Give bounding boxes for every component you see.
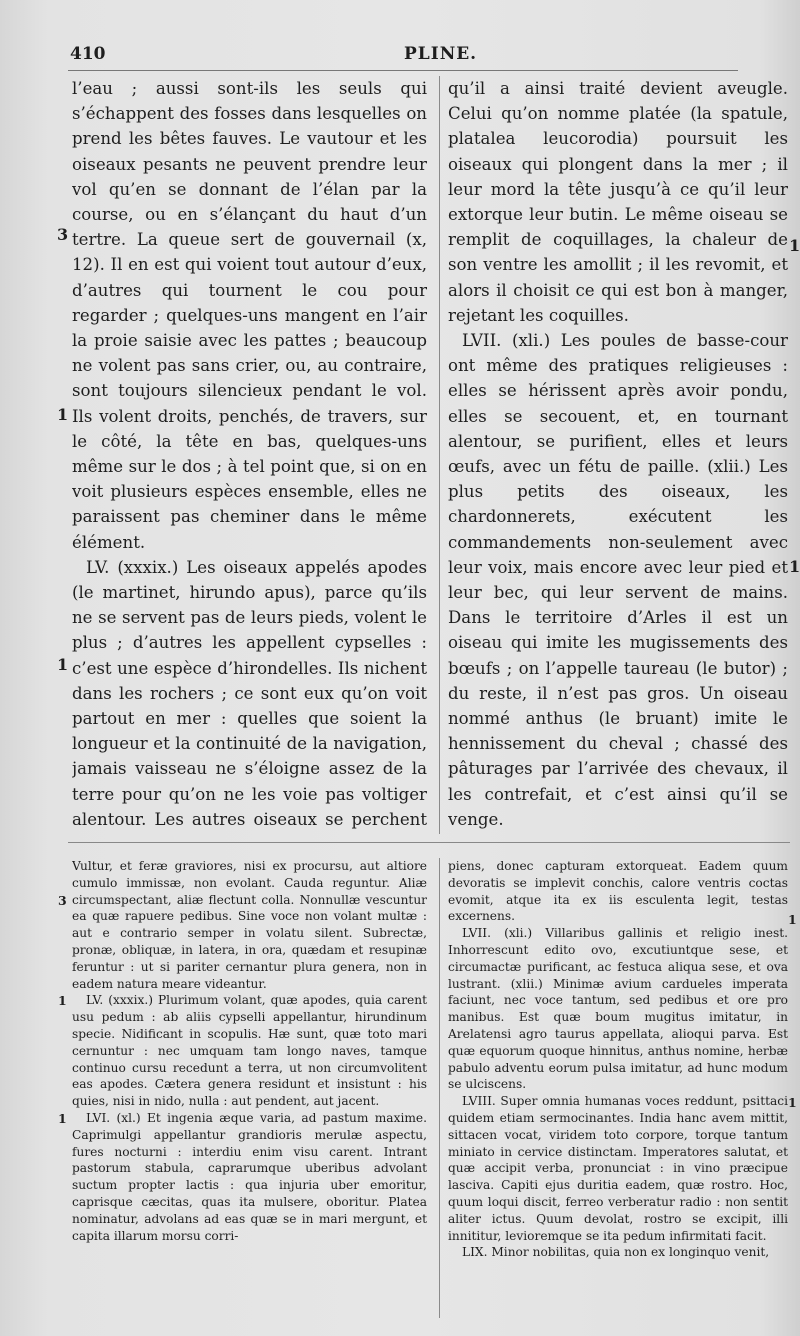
latin-paragraph: Vultur, et feræ graviores, nisi ex procursu, aut altiore cumulo immissæ, non evolant. Cauda reguntur. Aliæ circumspectant, aliæ flectunt colla. Nonnullæ vescuntur ea quæ rapuere pedibus. Sine voce non volant multæ : aut e contrario semper in volatu silent. Subrectæ, pronæ, obliquæ, in latera, in ora, quædam et resupinæ feruntur : ut si pariter cernantur plura genera, non in eadem natura meare videantur. bbox=[72, 859, 427, 991]
french-paragraph-lviii bbox=[448, 832, 788, 834]
margin-number: 1 bbox=[58, 1111, 67, 1126]
french-paragraph: qu’il a ainsi traité devient aveugle. Celui qu’on nomme platée (la spatule, platalea leucorodia) poursuit les oiseaux qui plongent dans la mer ; il leur mord la tête jusqu’à ce qu’il leur extorque leur butin. Le même oiseau se remplit de coquillages, la chaleur de son ventre les amollit ; il les revomit, et alors il choisit ce qui est bon à manger, rejetant les coquilles. bbox=[448, 79, 788, 325]
page-number: 410 bbox=[70, 44, 106, 64]
latin-paragraph-lviii: LVIII. Super omnia humanas voces reddunt, psittaci quidem etiam sermocinantes. India hanc avem mittit, sittacen vocat, viridem toto corpore, torque tantum miniato in cervice distinctam. Imperatores salutat, et quæ accipit verba, pronunciat : in vino præcipue lasciva. Capiti ejus duritia eadem, quæ rostro. Hoc, quum loqui discit, ferreo verberatur radio : non sentit aliter ictus. Quum devolat, rostro se excipit, illi innititur, levioremque se ita pedum infirmitati facit. bbox=[448, 1094, 788, 1243]
margin-number: 3 bbox=[58, 893, 67, 908]
margin-number: 1 bbox=[57, 655, 69, 674]
margin-number: 1 bbox=[788, 912, 797, 927]
margin-number: 1 bbox=[58, 993, 67, 1008]
margin-number: 1 bbox=[789, 557, 800, 576]
latin-column-right bbox=[448, 858, 788, 1318]
latin-paragraph: piens, donec capturam extorqueat. Eadem quum devoratis se implevit conchis, calore ventris coctas evomit, atque ita ex iis esculenta legit, testas excernens. bbox=[448, 859, 788, 924]
margin-number: 1 bbox=[57, 405, 69, 424]
latin-paragraph-lv: LV. (xxxix.) Plurimum volant, quæ apodes, quia carent usu pedum : ab aliis cypselli appellantur, hirundinum specie. Nidificant in scopulis. Hæ sunt, quæ toto mari cernuntur : nec umquam tam longo naves, tamque continuo cursu recedunt a terra, ut non circumvolitent eas apodes. Cætera genera residunt et insistunt : his quies, nisi in nido, nulla : aut pendent, aut jacent. bbox=[72, 993, 427, 1109]
french-paragraph: l’eau ; aussi sont-ils les seuls qui s’échappent des fosses dans lesquelles on prend les bêtes fauves. Le vautour et les oiseaux pesants ne peuvent prendre leur vol qu’en se donnant de l’élan par la course, ou en s’élançant du haut d’un tertre. La queue sert de gouvernail (x, 12). Il en est qui voient tout autour d’eux, d’autres qui tournent le cou pour regarder ; quelques-uns mangent en l’air la proie saisie avec les pattes ; beaucoup ne volent pas sans crier, ou, au contraire, sont toujours silencieux pendant le vol. Ils volent droits, penchés, de travers, sur le côté, la tête en bas, quelques-uns même sur le dos ; à tel point que, si on en voit plusieurs espèces ensemble, elles ne paraissent pas cheminer dans le même élément. bbox=[72, 79, 427, 552]
french-column-right bbox=[448, 76, 788, 834]
margin-number: 1 bbox=[788, 1095, 797, 1110]
latin-column-left bbox=[72, 858, 427, 1318]
column-divider-upper bbox=[439, 76, 440, 834]
page-header bbox=[0, 44, 800, 70]
margin-number: 3 bbox=[57, 225, 69, 244]
column-divider-lower bbox=[439, 858, 440, 1318]
french-column-left bbox=[72, 76, 427, 834]
french-paragraph-lv: LV. (xxxix.) Les oiseaux appelés apodes (le martinet, hirundo apus), parce qu’ils ne se servent pas de leurs pieds, volent le plus ; d’autres les appellent cypselles : c’est une espèce d’hirondelles. Ils nichent dans les rochers ; ce sont eux qu’on voit partout en mer : quelles que soient la longueur et la continuité de la navigation, jamais vaisseau ne s’éloigne assez de la terre pour qu’on ne les voie pas voltiger alentour. Les autres oiseaux se perchent bbox=[72, 557, 427, 829]
header-rule bbox=[68, 70, 738, 71]
latin-paragraph-lix: LIX. Minor nobilitas, quia non ex longinquo venit, bbox=[462, 1245, 770, 1260]
section-divider bbox=[68, 842, 790, 843]
latin-paragraph-lvii: LVII. (xli.) Villaribus gallinis et religio inest. Inhorrescunt edito ovo, excutiuntque sese, et circumactæ purificant, ac festuca aliqua sese, et ova lustrant. (xlii.) Minimæ avium cardueles imperata faciunt, nec voce tantum, sed pedibus et ore pro manibus. Est quæ boum mugitus imitatur, in Arelatensi agro taurus appellata, alioqui parva. Est quæ equorum quoque hinnitus, anthus nomine, herbæ pabulo adventu eorum pulsa imitatur, ad hunc modum se ulciscens. bbox=[448, 926, 788, 1092]
french-paragraph-lvii: LVII. (xli.) Les poules de basse-cour ont même des pratiques religieuses : elles se hérissent après avoir pondu, elles se secouent, et, en tournant alentour, se purifient, elles et leurs œufs, avec un fétu de paille. (xlii.) Les plus petits des oiseaux, les chardonnerets, exécutent les commandements non-seulement avec leur voix, mais encore avec leur pied et leur bec, qui leur servent de mains. Dans le territoire d’Arles il est un oiseau qui imite les mugissements des bœufs ; on l’appelle taureau (le butor) ; du reste, il n’est pas gros. Un oiseau nommé anthus (le bruant) imite le hennissement du cheval ; chassé des pâturages par l’arrivée des chevaux, il les contrefait, et c’est ainsi qu’il se venge. bbox=[448, 331, 788, 829]
margin-number: 1 bbox=[789, 236, 800, 255]
latin-paragraph-lvi: LVI. (xl.) Et ingenia æque varia, ad pastum maxime. Caprimulgi appellantur grandioris merulæ aspectu, fures nocturni : interdiu enim visu carent. Intrant pastorum stabula, caprarumque uberibus advolant suctum propter lactis : qua injuria uber emoritur, caprisque cæcitas, quas ita mulsere, oboritur. Platea nominatur, advolans ad eas quæ se in mari mergunt, et capita illarum morsu corri- bbox=[72, 1110, 427, 1243]
running-title: PLINE. bbox=[404, 44, 478, 64]
